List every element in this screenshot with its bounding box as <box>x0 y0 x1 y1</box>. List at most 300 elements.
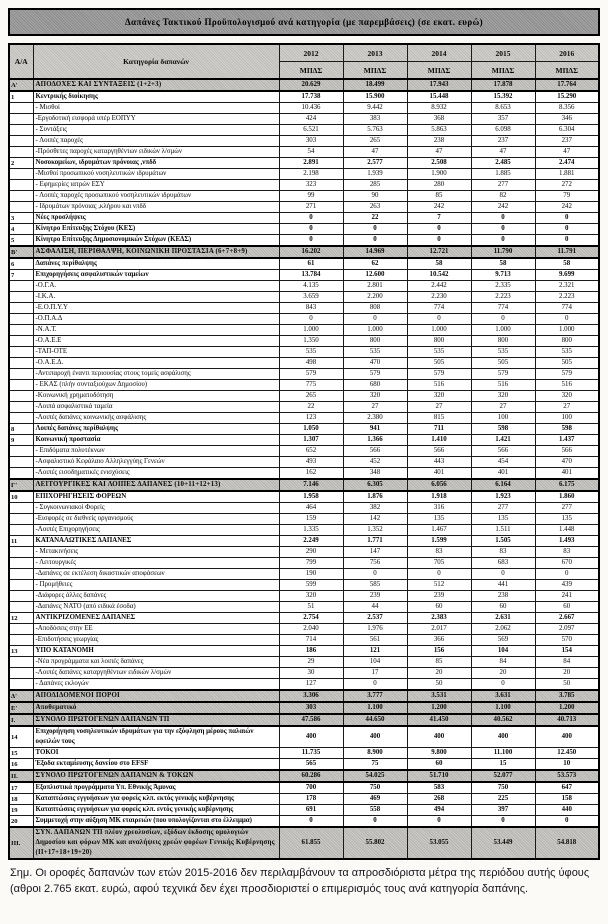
row-label: - Λοιπές παροχές <box>33 136 279 147</box>
row-value-2016: 647 <box>535 782 599 794</box>
table-section-row <box>9 479 599 491</box>
row-value-2014: 316 <box>407 503 471 514</box>
table-row <box>9 679 599 691</box>
row-value-2012: 22 <box>279 402 343 413</box>
row-value-2012: 599 <box>279 580 343 591</box>
row-value-2016: 346 <box>535 114 599 125</box>
table-row <box>9 782 599 794</box>
row-value-2014: 368 <box>407 114 471 125</box>
row-value-2014: 579 <box>407 369 471 380</box>
row-value-2015: 0 <box>471 679 535 691</box>
row-value-2013: 44.650 <box>343 714 407 726</box>
row-value-2014: 1.900 <box>407 169 471 180</box>
row-value-2012: 290 <box>279 547 343 558</box>
row-id: Ε' <box>9 702 33 714</box>
row-value-2013: 55.802 <box>343 827 407 859</box>
row-value-2014: 2.383 <box>407 613 471 624</box>
row-value-2014: 20 <box>407 668 471 679</box>
row-value-2013: 0 <box>343 235 407 247</box>
row-value-2015: 1.000 <box>471 325 535 336</box>
row-value-2012: 178 <box>279 794 343 805</box>
row-value-2014: 53.055 <box>407 827 471 859</box>
row-value-2016: 1.860 <box>535 491 599 503</box>
row-value-2013: 2.577 <box>343 158 407 169</box>
row-value-2015: 566 <box>471 446 535 457</box>
table-row <box>9 613 599 624</box>
row-value-2012: 1.350 <box>279 336 343 347</box>
row-value-2013: 90 <box>343 191 407 202</box>
row-value-2016: 17.764 <box>535 79 599 91</box>
row-value-2016: 774 <box>535 303 599 314</box>
row-value-2014: 12.721 <box>407 246 471 258</box>
row-label: Καταπτώσεις εγγυήσεων για φορείς κλπ. εκτός γενικής κυβέρνησης <box>33 794 279 805</box>
table-row <box>9 635 599 646</box>
row-value-2013: 1.000 <box>343 325 407 336</box>
row-value-2013: 285 <box>343 180 407 191</box>
table-section-row <box>9 770 599 782</box>
row-value-2016: 598 <box>535 424 599 435</box>
row-value-2014: 1.467 <box>407 525 471 536</box>
row-value-2015: 6.098 <box>471 125 535 136</box>
row-value-2015: 104 <box>471 646 535 657</box>
row-id: Β' <box>9 246 33 258</box>
row-value-2016: 15.290 <box>535 91 599 103</box>
row-id: Γ' <box>9 479 33 491</box>
row-value-2013: 320 <box>343 391 407 402</box>
row-value-2014: 774 <box>407 303 471 314</box>
row-label: Κίνητρο Επίτευξης Στόχου (ΚΕΣ) <box>33 224 279 235</box>
row-value-2012: 17.738 <box>279 91 343 103</box>
row-value-2015: 60 <box>471 602 535 613</box>
table-row <box>9 413 599 424</box>
row-value-2014: 239 <box>407 591 471 602</box>
row-id: ΙΙΙ. <box>9 827 33 859</box>
row-value-2016: 9.699 <box>535 270 599 281</box>
row-value-2013: 750 <box>343 782 407 794</box>
row-value-2013: 54.025 <box>343 770 407 782</box>
row-value-2015: 58 <box>471 258 535 270</box>
row-id <box>9 103 33 114</box>
row-value-2016: 27 <box>535 402 599 413</box>
row-value-2016: 535 <box>535 347 599 358</box>
row-value-2013: 239 <box>343 591 407 602</box>
row-value-2013: 142 <box>343 514 407 525</box>
row-value-2012: 2.891 <box>279 158 343 169</box>
row-id <box>9 369 33 380</box>
row-value-2015: 2.223 <box>471 292 535 303</box>
row-value-2012: 11.735 <box>279 748 343 759</box>
row-id <box>9 457 33 468</box>
row-value-2012: 464 <box>279 503 343 514</box>
row-label: -Ο.Α.Ε.Ε <box>33 336 279 347</box>
row-value-2012: 127 <box>279 679 343 691</box>
row-value-2014: 535 <box>407 347 471 358</box>
row-value-2014: 47 <box>407 147 471 158</box>
row-value-2014: 815 <box>407 413 471 424</box>
row-value-2016: 2.667 <box>535 613 599 624</box>
row-value-2012: 51 <box>279 602 343 613</box>
row-value-2016: 135 <box>535 514 599 525</box>
row-value-2016: 2.474 <box>535 158 599 169</box>
row-value-2013: 800 <box>343 336 407 347</box>
row-value-2013: 2.801 <box>343 281 407 292</box>
row-value-2015: 11.790 <box>471 246 535 258</box>
table-row <box>9 657 599 668</box>
row-value-2016: 0 <box>535 213 599 224</box>
row-value-2016: 53.573 <box>535 770 599 782</box>
row-value-2015: 17.878 <box>471 79 535 91</box>
row-value-2015: 2.062 <box>471 624 535 635</box>
row-value-2015: 357 <box>471 114 535 125</box>
row-id <box>9 147 33 158</box>
row-value-2014: 494 <box>407 805 471 816</box>
row-value-2015: 277 <box>471 180 535 191</box>
row-value-2013: 2.380 <box>343 413 407 424</box>
row-value-2014: 5.863 <box>407 125 471 136</box>
table-row <box>9 580 599 591</box>
table-row <box>9 402 599 413</box>
row-label: -Δαπάνες ΝΑΤΟ (από ειδικά έσοδα) <box>33 602 279 613</box>
row-label: - Προμήθειες <box>33 580 279 591</box>
table-row <box>9 805 599 816</box>
row-value-2015: 535 <box>471 347 535 358</box>
row-label: -Λοιπές δαπάνες κοινωνικής ασφάλισης <box>33 413 279 424</box>
row-value-2014: 443 <box>407 457 471 468</box>
table-row <box>9 435 599 446</box>
table-row <box>9 169 599 180</box>
row-value-2016: 3.785 <box>535 690 599 702</box>
row-id: Α' <box>9 79 33 91</box>
row-value-2015: 84 <box>471 657 535 668</box>
row-value-2012: 61.855 <box>279 827 343 859</box>
row-value-2012: 7.146 <box>279 479 343 491</box>
row-label: -Μισθοί προσωπικού νοσηλευτικών ιδρυμάτων <box>33 169 279 180</box>
row-value-2013: 0 <box>343 224 407 235</box>
row-value-2016: 2.097 <box>535 624 599 635</box>
row-label: - Μισθοί <box>33 103 279 114</box>
row-value-2015: 0 <box>471 224 535 235</box>
row-value-2015: 47 <box>471 147 535 158</box>
row-value-2013: 6.305 <box>343 479 407 491</box>
row-value-2015: 774 <box>471 303 535 314</box>
table-row <box>9 602 599 613</box>
row-id <box>9 635 33 646</box>
row-label: Λοιπές δαπάνες περίθαλψης <box>33 424 279 435</box>
row-value-2016: 1.000 <box>535 325 599 336</box>
row-value-2016: 0 <box>535 235 599 247</box>
row-value-2014: 711 <box>407 424 471 435</box>
row-value-2012: 60.286 <box>279 770 343 782</box>
row-value-2014: 83 <box>407 547 471 558</box>
row-label: - Δαπάνες εκλογών <box>33 679 279 691</box>
row-value-2014: 238 <box>407 136 471 147</box>
row-value-2015: 1.421 <box>471 435 535 446</box>
row-value-2014: 50 <box>407 679 471 691</box>
row-value-2016: 800 <box>535 336 599 347</box>
row-value-2013: 0 <box>343 569 407 580</box>
row-value-2016: 84 <box>535 657 599 668</box>
row-value-2012: 265 <box>279 391 343 402</box>
row-value-2015: 397 <box>471 805 535 816</box>
row-value-2015: 1.885 <box>471 169 535 180</box>
row-value-2013: 535 <box>343 347 407 358</box>
table-row <box>9 103 599 114</box>
row-value-2015: 20 <box>471 668 535 679</box>
row-value-2014: 566 <box>407 446 471 457</box>
row-value-2016: 440 <box>535 805 599 816</box>
row-id: 18 <box>9 794 33 805</box>
row-value-2014: 60 <box>407 602 471 613</box>
row-value-2014: 85 <box>407 657 471 668</box>
row-id <box>9 202 33 213</box>
row-label: -Επιδοτήσεις γεωργίας <box>33 635 279 646</box>
row-value-2013: 1.876 <box>343 491 407 503</box>
row-value-2016: 0 <box>535 224 599 235</box>
row-label: - Επιδόματα πολυτέκνων <box>33 446 279 457</box>
row-value-2015: 1.511 <box>471 525 535 536</box>
row-value-2016: 0 <box>535 569 599 580</box>
row-value-2013: 9.442 <box>343 103 407 114</box>
row-id <box>9 668 33 679</box>
row-value-2014: 9.800 <box>407 748 471 759</box>
row-id <box>9 391 33 402</box>
row-label: Νέες προσλήψεις <box>33 213 279 224</box>
row-value-2014: 6.056 <box>407 479 471 491</box>
row-value-2015: 683 <box>471 558 535 569</box>
header-mpds-2012: ΜΠΔΣ <box>279 62 343 80</box>
table-row <box>9 816 599 828</box>
row-label: - Λειτουργικές <box>33 558 279 569</box>
row-value-2012: 400 <box>279 726 343 748</box>
row-value-2014: 0 <box>407 235 471 247</box>
row-label: ΑΠΟΔΙΔΟΜΕΝΟΙ ΠΟΡΟΙ <box>33 690 279 702</box>
row-value-2016: 47 <box>535 147 599 158</box>
row-value-2014: 1.000 <box>407 325 471 336</box>
row-value-2012: 323 <box>279 180 343 191</box>
row-id: ΙΙ. <box>9 770 33 782</box>
row-id <box>9 114 33 125</box>
row-value-2015: 3.631 <box>471 690 535 702</box>
row-value-2016: 566 <box>535 446 599 457</box>
row-value-2016: 470 <box>535 457 599 468</box>
row-value-2015: 800 <box>471 336 535 347</box>
row-value-2012: 0 <box>279 816 343 828</box>
row-id: Ι. <box>9 714 33 726</box>
row-value-2012: 16.202 <box>279 246 343 258</box>
row-id <box>9 380 33 391</box>
header-mpds-2015: ΜΠΔΣ <box>471 62 535 80</box>
row-value-2016: 401 <box>535 468 599 480</box>
row-value-2014: 242 <box>407 202 471 213</box>
row-value-2015: 401 <box>471 468 535 480</box>
row-value-2016: 60 <box>535 602 599 613</box>
row-value-2015: 15.392 <box>471 91 535 103</box>
row-value-2016: 516 <box>535 380 599 391</box>
row-value-2013: 470 <box>343 358 407 369</box>
table-row <box>9 547 599 558</box>
row-id: 15 <box>9 748 33 759</box>
table-row <box>9 624 599 635</box>
table-row <box>9 180 599 191</box>
table-row <box>9 347 599 358</box>
row-value-2015: 0 <box>471 235 535 247</box>
table-row <box>9 491 599 503</box>
row-value-2015: 238 <box>471 591 535 602</box>
row-value-2012: 498 <box>279 358 343 369</box>
row-value-2014: 366 <box>407 635 471 646</box>
row-value-2013: 5.763 <box>343 125 407 136</box>
row-value-2013: 1.939 <box>343 169 407 180</box>
row-value-2015: 454 <box>471 457 535 468</box>
row-label: -Ε.Ο.Π.Υ.Υ <box>33 303 279 314</box>
row-label: Επιχορήγηση νοσηλευτικών ιδρυμάτων για την εξόφληση μέρους παλαιών οφειλών τους <box>33 726 279 748</box>
row-value-2015: 320 <box>471 391 535 402</box>
row-label: Νοσοκομείων, ιδρυμάτων πρόνοιας ,νπδδ <box>33 158 279 169</box>
row-value-2014: 2.508 <box>407 158 471 169</box>
row-label: -Διάφορες άλλες δαπάνες <box>33 591 279 602</box>
row-id <box>9 514 33 525</box>
row-value-2013: 348 <box>343 468 407 480</box>
row-value-2013: 2.200 <box>343 292 407 303</box>
row-value-2015: 225 <box>471 794 535 805</box>
table-row <box>9 569 599 580</box>
header-mpds-2013: ΜΠΔΣ <box>343 62 407 80</box>
row-label: Κίνητρο Επίτευξης Δημοσιονομικών Στόχων (ΚΕΔΣ) <box>33 235 279 247</box>
row-value-2016: 272 <box>535 180 599 191</box>
row-id: 6 <box>9 258 33 270</box>
row-label: Καταπτώσεις εγγυήσεων για φορείς κλπ. εντός γενικής κυβέρνησης <box>33 805 279 816</box>
row-value-2012: 1.050 <box>279 424 343 435</box>
table-row <box>9 224 599 235</box>
row-value-2012: 691 <box>279 805 343 816</box>
row-label: ΣΥΝΟΛΟ ΠΡΩΤΟΓΕΝΩΝ ΔΑΠΑΝΩΝ ΤΠ <box>33 714 279 726</box>
row-id: 13 <box>9 646 33 657</box>
row-value-2014: 280 <box>407 180 471 191</box>
row-id <box>9 347 33 358</box>
row-value-2016: 579 <box>535 369 599 380</box>
row-value-2014: 800 <box>407 336 471 347</box>
row-value-2013: 12.600 <box>343 270 407 281</box>
row-value-2016: 1.200 <box>535 702 599 714</box>
row-value-2013: 62 <box>343 258 407 270</box>
row-value-2012: 123 <box>279 413 343 424</box>
row-value-2016: 670 <box>535 558 599 569</box>
row-value-2013: 14.969 <box>343 246 407 258</box>
table-section-row <box>9 714 599 726</box>
row-value-2013: 566 <box>343 446 407 457</box>
row-value-2014: 15.448 <box>407 91 471 103</box>
row-value-2016: 58 <box>535 258 599 270</box>
row-value-2015: 27 <box>471 402 535 413</box>
row-value-2012: 0 <box>279 213 343 224</box>
table-row <box>9 591 599 602</box>
row-id <box>9 446 33 457</box>
table-section-row <box>9 246 599 258</box>
row-value-2016: 277 <box>535 503 599 514</box>
row-value-2013: 0 <box>343 314 407 325</box>
row-value-2016: 0 <box>535 314 599 325</box>
row-value-2014: 583 <box>407 782 471 794</box>
row-label: ΤΟΚΟΙ <box>33 748 279 759</box>
row-label: -ΤΑΠ-ΟΤΕ <box>33 347 279 358</box>
row-value-2016: 1.448 <box>535 525 599 536</box>
row-id <box>9 657 33 668</box>
row-value-2013: 0 <box>343 679 407 691</box>
row-value-2012: 54 <box>279 147 343 158</box>
row-value-2012: 1.335 <box>279 525 343 536</box>
row-id <box>9 413 33 424</box>
row-id <box>9 292 33 303</box>
row-label: Κεντρικής διοίκησης <box>33 91 279 103</box>
row-value-2015: 0 <box>471 569 535 580</box>
row-value-2013: 561 <box>343 635 407 646</box>
row-value-2013: 8.900 <box>343 748 407 759</box>
row-value-2012: 424 <box>279 114 343 125</box>
row-id <box>9 558 33 569</box>
table-row <box>9 358 599 369</box>
row-value-2013: 27 <box>343 402 407 413</box>
row-value-2015: 441 <box>471 580 535 591</box>
table-section-row <box>9 702 599 714</box>
table-title: Δαπάνες Τακτικού Προϋπολογισμού ανά κατηγορία (με παρεμβάσεις) (σε εκατ. ευρώ) <box>8 8 600 36</box>
row-id <box>9 336 33 347</box>
table-row <box>9 147 599 158</box>
row-value-2016: 570 <box>535 635 599 646</box>
row-value-2012: 61 <box>279 258 343 270</box>
row-value-2013: 1.352 <box>343 525 407 536</box>
header-year-2012: 2012 <box>279 44 343 62</box>
row-value-2014: 516 <box>407 380 471 391</box>
table-row <box>9 213 599 224</box>
row-value-2012: 652 <box>279 446 343 457</box>
row-value-2015: 9.713 <box>471 270 535 281</box>
row-label: ΑΝΤΙΚΡΙΖΟΜΕΝΕΣ ΔΑΠΑΝΕΣ <box>33 613 279 624</box>
table-row <box>9 258 599 270</box>
row-id: Δ' <box>9 690 33 702</box>
row-value-2012: 99 <box>279 191 343 202</box>
row-value-2013: 2.537 <box>343 613 407 624</box>
row-value-2013: 22 <box>343 213 407 224</box>
header-row-years <box>9 44 599 62</box>
row-value-2013: 263 <box>343 202 407 213</box>
row-value-2016: 1.437 <box>535 435 599 446</box>
row-label: Δαπάνες περίθαλψης <box>33 258 279 270</box>
row-value-2015: 1.923 <box>471 491 535 503</box>
table-row <box>9 303 599 314</box>
row-value-2016: 1.493 <box>535 536 599 547</box>
row-value-2012: 2.754 <box>279 613 343 624</box>
row-value-2014: 512 <box>407 580 471 591</box>
row-value-2016: 2.223 <box>535 292 599 303</box>
row-value-2012: 271 <box>279 202 343 213</box>
table-row <box>9 457 599 468</box>
header-year-2016: 2016 <box>535 44 599 62</box>
row-value-2012: 2.198 <box>279 169 343 180</box>
row-value-2012: 320 <box>279 591 343 602</box>
row-value-2013: 808 <box>343 303 407 314</box>
row-value-2013: 121 <box>343 646 407 657</box>
row-id: 10 <box>9 491 33 503</box>
table-row <box>9 202 599 213</box>
row-value-2015: 135 <box>471 514 535 525</box>
row-id <box>9 402 33 413</box>
row-value-2015: 0 <box>471 314 535 325</box>
row-value-2013: 1.771 <box>343 536 407 547</box>
row-id <box>9 569 33 580</box>
row-id <box>9 547 33 558</box>
row-value-2016: 0 <box>535 816 599 828</box>
row-value-2016: 6.304 <box>535 125 599 136</box>
